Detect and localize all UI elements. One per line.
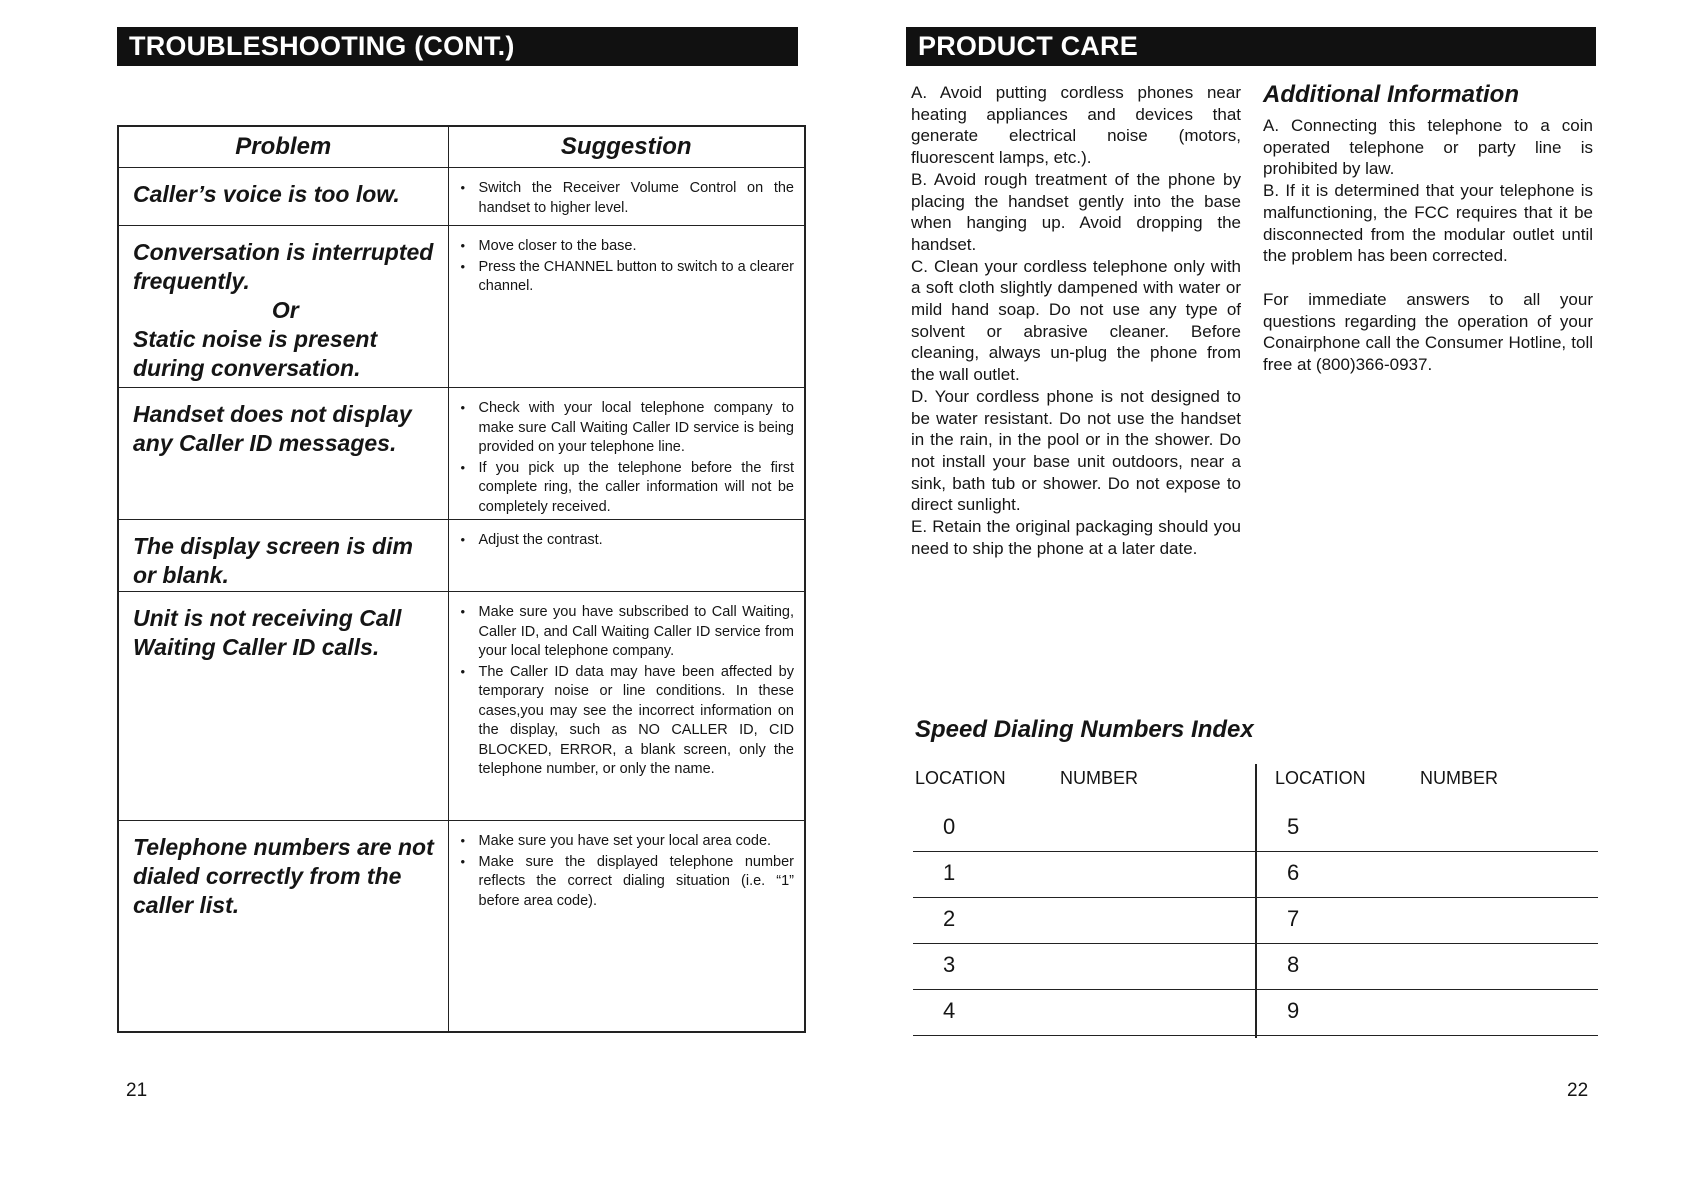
location-number: 4: [943, 998, 956, 1023]
speed-dial-row: [1257, 944, 1598, 990]
speed-dial-row: [1257, 898, 1598, 944]
problem-text: Caller’s voice is too low.: [133, 181, 400, 207]
problem-text: Handset does not display any Caller ID messages.: [133, 401, 412, 456]
suggestion-item: • The Caller ID data may have been affected by temporary noise or line conditions. In these cases,you may see the incorrect information on the display, such as NO CALLER ID, CID BLOCKED, ERROR, a blank screen, only the telephone number, or only the name.: [461, 662, 795, 780]
problem-text: The display screen is dim or blank.: [133, 533, 413, 588]
suggestion-list: [449, 821, 805, 911]
suggestion-list: [449, 226, 805, 297]
problem-or: Or: [271, 297, 299, 323]
suggestion-list: [449, 520, 805, 551]
product-care-header: PRODUCT CARE: [906, 27, 1596, 66]
suggestion-item: • Make sure you have subscribed to Call Waiting, Caller ID, and Call Waiting Caller ID service from your local telephone company.: [461, 602, 795, 662]
location-column-header: LOCATION: [1275, 768, 1366, 788]
table-row: [118, 226, 805, 388]
suggestion-item: • Make sure the displayed telephone number reflects the correct dialing situation (i.e. “1” before area code).: [461, 852, 795, 912]
speed-dial-row: [913, 990, 1255, 1036]
table-header-row: [118, 126, 805, 168]
location-number: 9: [1287, 998, 1300, 1023]
hotline-text: For immediate answers to all your questions regarding the operation of your Conairphone call the Consumer Hotline, toll free at (800)366-0937.: [1263, 289, 1593, 375]
suggestion-list: [449, 388, 805, 517]
table-row: [118, 821, 805, 1032]
info-item: B. If it is determined that your telephone is malfunctioning, the FCC requires that it be disconnected from the modular outlet until the problem has been corrected.: [1263, 181, 1593, 266]
page-number: 22: [1567, 1080, 1589, 1101]
location-column-header: LOCATION: [915, 768, 1006, 788]
additional-information-title: Additional Information: [1263, 81, 1519, 108]
care-item: B. Avoid rough treatment of the phone by placing the handset gently into the base when hanging up. Avoid dropping the handset.: [911, 169, 1241, 254]
speed-dial-row: [1257, 806, 1598, 852]
suggestion-item: • Press the CHANNEL button to switch to a clearer channel.: [461, 257, 795, 297]
location-number: 2: [943, 906, 956, 931]
page-number: 21: [126, 1080, 148, 1101]
problem-line: Static noise is present during conversation.: [133, 326, 378, 381]
number-column-header: NUMBER: [1060, 768, 1139, 788]
care-item: D. Your cordless phone is not designed to be water resistant. Do not use the handset in the rain, in the pool or in the shower. Do not install your base unit outdoors, near a sink, bath tub or shower. Do not expose to direct sunlight.: [911, 386, 1241, 515]
suggestion-item: • Move closer to the base.: [461, 236, 795, 257]
suggestion-column-header: Suggestion: [448, 126, 805, 168]
speed-dial-row: [913, 852, 1255, 898]
table-row: [118, 520, 805, 592]
speed-dial-row: [913, 944, 1255, 990]
suggestion-item: • Switch the Receiver Volume Control on the handset to higher level.: [461, 178, 795, 218]
problem-text: Unit is not receiving Call Waiting Caller ID calls.: [133, 605, 402, 660]
suggestion-list: [449, 592, 805, 780]
troubleshooting-header: TROUBLESHOOTING (CONT.): [117, 27, 798, 66]
suggestion-item: • Adjust the contrast.: [461, 530, 795, 551]
location-number: 5: [1287, 814, 1300, 839]
problem-line: Conversation is interrupted frequently.: [133, 239, 434, 294]
speed-dial-title: Speed Dialing Numbers Index: [915, 716, 1254, 743]
additional-information: [1263, 80, 1593, 376]
care-item: C. Clean your cordless telephone only with a soft cloth slightly dampened with water or mild hand soap. Do not use any type of solvent or abrasive cleaner. Before cleaning, always un-plug the phone from the wall outlet.: [911, 256, 1241, 385]
problem-column-header: Problem: [118, 126, 448, 168]
suggestion-list: [449, 168, 805, 218]
care-item: A. Avoid putting cordless phones near heating appliances and devices that generate electrical noise (motors, fluorescent lamps, etc.).: [911, 83, 1241, 168]
troubleshooting-table: [117, 125, 806, 1033]
suggestion-item: • Check with your local telephone company to make sure Call Waiting Caller ID service is being provided on your telephone line.: [461, 398, 795, 458]
product-care-list: [911, 82, 1241, 559]
speed-dial-row: [913, 898, 1255, 944]
location-number: 0: [943, 814, 956, 839]
table-row: [118, 168, 805, 226]
location-number: 1: [943, 860, 956, 885]
table-row: [118, 592, 805, 821]
suggestion-item: • If you pick up the telephone before the first complete ring, the caller information will not be completely received.: [461, 458, 795, 518]
number-column-header: NUMBER: [1420, 768, 1499, 788]
location-number: 7: [1287, 906, 1300, 931]
location-number: 3: [943, 952, 956, 977]
right-page: [841, 0, 1682, 1190]
speed-dial-row: [913, 806, 1255, 852]
speed-dial-row: [1257, 990, 1598, 1036]
care-item: E. Retain the original packaging should you need to ship the phone at a later date.: [911, 517, 1241, 558]
table-row: [118, 388, 805, 520]
suggestion-item: • Make sure you have set your local area code.: [461, 831, 795, 852]
speed-dial-row: [1257, 852, 1598, 898]
location-number: 6: [1287, 860, 1300, 885]
info-item: A. Connecting this telephone to a coin operated telephone or party line is prohibited by law.: [1263, 116, 1593, 179]
location-number: 8: [1287, 952, 1300, 977]
problem-text: [119, 226, 448, 383]
problem-text: Telephone numbers are not dialed correctly from the caller list.: [133, 834, 434, 918]
